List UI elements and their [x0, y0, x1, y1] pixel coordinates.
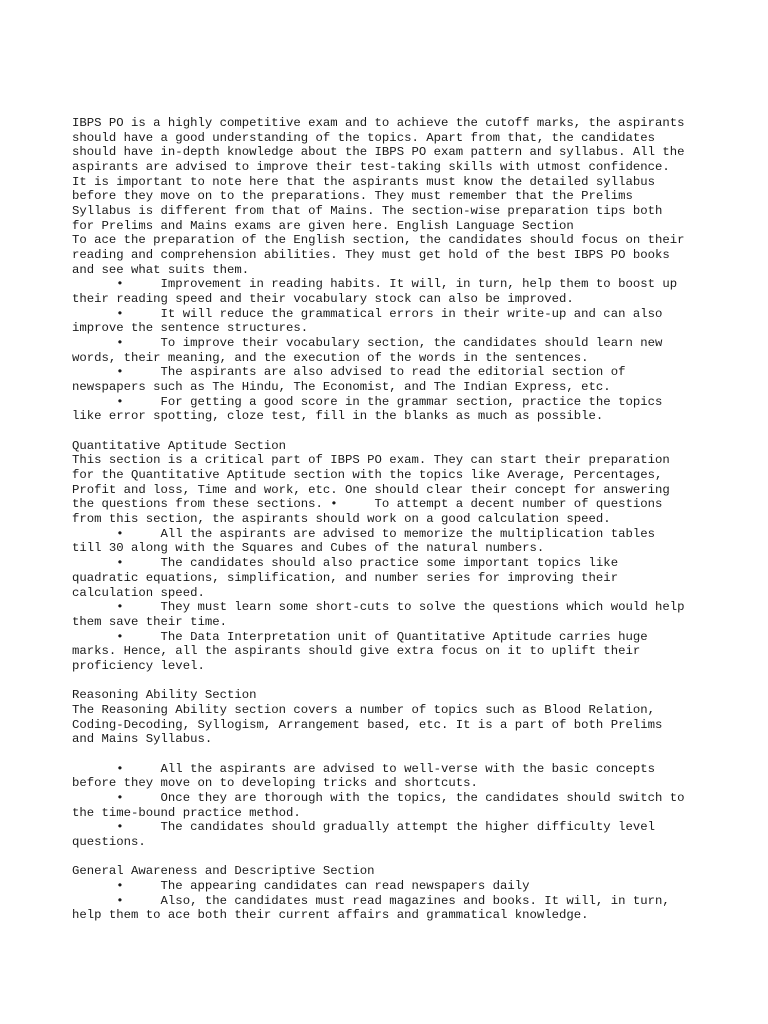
text-line: for the Quantitative Aptitude section with the topics like Average, Percentages, — [72, 468, 663, 483]
text-line: the time-bound practice method. — [72, 805, 301, 820]
document-body — [72, 116, 712, 923]
text-line: till 30 along with the Squares and Cubes of the natural numbers. — [72, 541, 545, 556]
bullet-line: • The candidates should also practice some important topics like — [72, 556, 619, 571]
text-line: aspirants are advised to improve their test-taking skills with utmost confidence. — [72, 160, 670, 175]
text-line: This section is a critical part of IBPS PO exam. They can start their preparation — [72, 453, 670, 468]
text-line: the questions from these sections. • To attempt a decent number of questions — [72, 497, 663, 512]
section-heading: General Awareness and Descriptive Section — [72, 864, 375, 879]
text-line: help them to ace both their current affairs and grammatical knowledge. — [72, 908, 589, 923]
bullet-line: • Once they are thorough with the topics, the candidates should switch to — [72, 790, 685, 805]
text-line: for Prelims and Mains exams are given here. English Language Section — [72, 218, 574, 233]
text-line: proficiency level. — [72, 658, 205, 673]
text-line: before they move on to developing tricks and shortcuts. — [72, 776, 478, 791]
bullet-line: • All the aspirants are advised to well-verse with the basic concepts — [72, 761, 655, 776]
section-heading: Reasoning Ability Section — [72, 688, 257, 703]
text-line: It is important to note here that the aspirants must know the detailed syllabus — [72, 174, 655, 189]
text-line: like error spotting, cloze test, fill in the blanks as much as possible. — [72, 409, 604, 424]
bullet-line: • The Data Interpretation unit of Quantitative Aptitude carries huge — [72, 629, 648, 644]
text-line: should have in-depth knowledge about the IBPS PO exam pattern and syllabus. All the — [72, 145, 685, 160]
bullet-line: • It will reduce the grammatical errors in their write-up and can also — [72, 306, 663, 321]
bullet-line: • All the aspirants are advised to memorize the multiplication tables — [72, 526, 655, 541]
blank-line — [72, 674, 712, 689]
text-line: Syllabus is different from that of Mains. The section-wise preparation tips both — [72, 204, 663, 219]
text-line: calculation speed. — [72, 585, 205, 600]
text-line: should have a good understanding of the topics. Apart from that, the candidates — [72, 130, 655, 145]
blank-line — [72, 747, 712, 762]
bullet-line: • For getting a good score in the grammar section, practice the topics — [72, 394, 663, 409]
text-line: improve the sentence structures. — [72, 321, 309, 336]
text-line: Profit and loss, Time and work, etc. One should clear their concept for answering — [72, 482, 670, 497]
blank-line — [72, 850, 712, 865]
text-line: newspapers such as The Hindu, The Economist, and The Indian Express, etc. — [72, 380, 611, 395]
text-line: quadratic equations, simplification, and number series for improving their — [72, 570, 619, 585]
text-line: their reading speed and their vocabulary stock can also be improved. — [72, 292, 574, 307]
section-heading: Quantitative Aptitude Section — [72, 438, 287, 453]
text-line: them save their time. — [72, 614, 227, 629]
bullet-line: • To improve their vocabulary section, the candidates should learn new — [72, 336, 663, 351]
bullet-line: • The candidates should gradually attempt the higher difficulty level — [72, 820, 655, 835]
text-line: marks. Hence, all the aspirants should give extra focus on it to uplift their — [72, 644, 641, 659]
bullet-line: • The appearing candidates can read newspapers daily — [72, 878, 530, 893]
text-line: Coding-Decoding, Syllogism, Arrangement based, etc. It is a part of both Prelims — [72, 717, 663, 732]
text-line: and see what suits them. — [72, 262, 250, 277]
text-line: words, their meaning, and the execution of the words in the sentences. — [72, 350, 589, 365]
text-line: IBPS PO is a highly competitive exam and to achieve the cutoff marks, the aspirants — [72, 116, 685, 130]
bullet-line: • Improvement in reading habits. It will, in turn, help them to boost up — [72, 277, 678, 292]
text-line: The Reasoning Ability section covers a number of topics such as Blood Relation, — [72, 702, 655, 717]
bullet-line: • They must learn some short-cuts to solve the questions which would help — [72, 600, 685, 615]
text-line: reading and comprehension abilities. They must get hold of the best IBPS PO books — [72, 248, 670, 263]
text-line: and Mains Syllabus. — [72, 732, 213, 747]
text-line: from this section, the aspirants should work on a good calculation speed. — [72, 512, 611, 527]
bullet-line: • Also, the candidates must read magazines and books. It will, in turn, — [72, 893, 670, 908]
blank-line — [72, 424, 712, 439]
text-line: questions. — [72, 834, 146, 849]
text-line: before they move on to the preparations. They must remember that the Prelims — [72, 189, 633, 204]
bullet-line: • The aspirants are also advised to read the editorial section of — [72, 365, 626, 380]
text-line: To ace the preparation of the English section, the candidates should focus on their — [72, 233, 685, 248]
